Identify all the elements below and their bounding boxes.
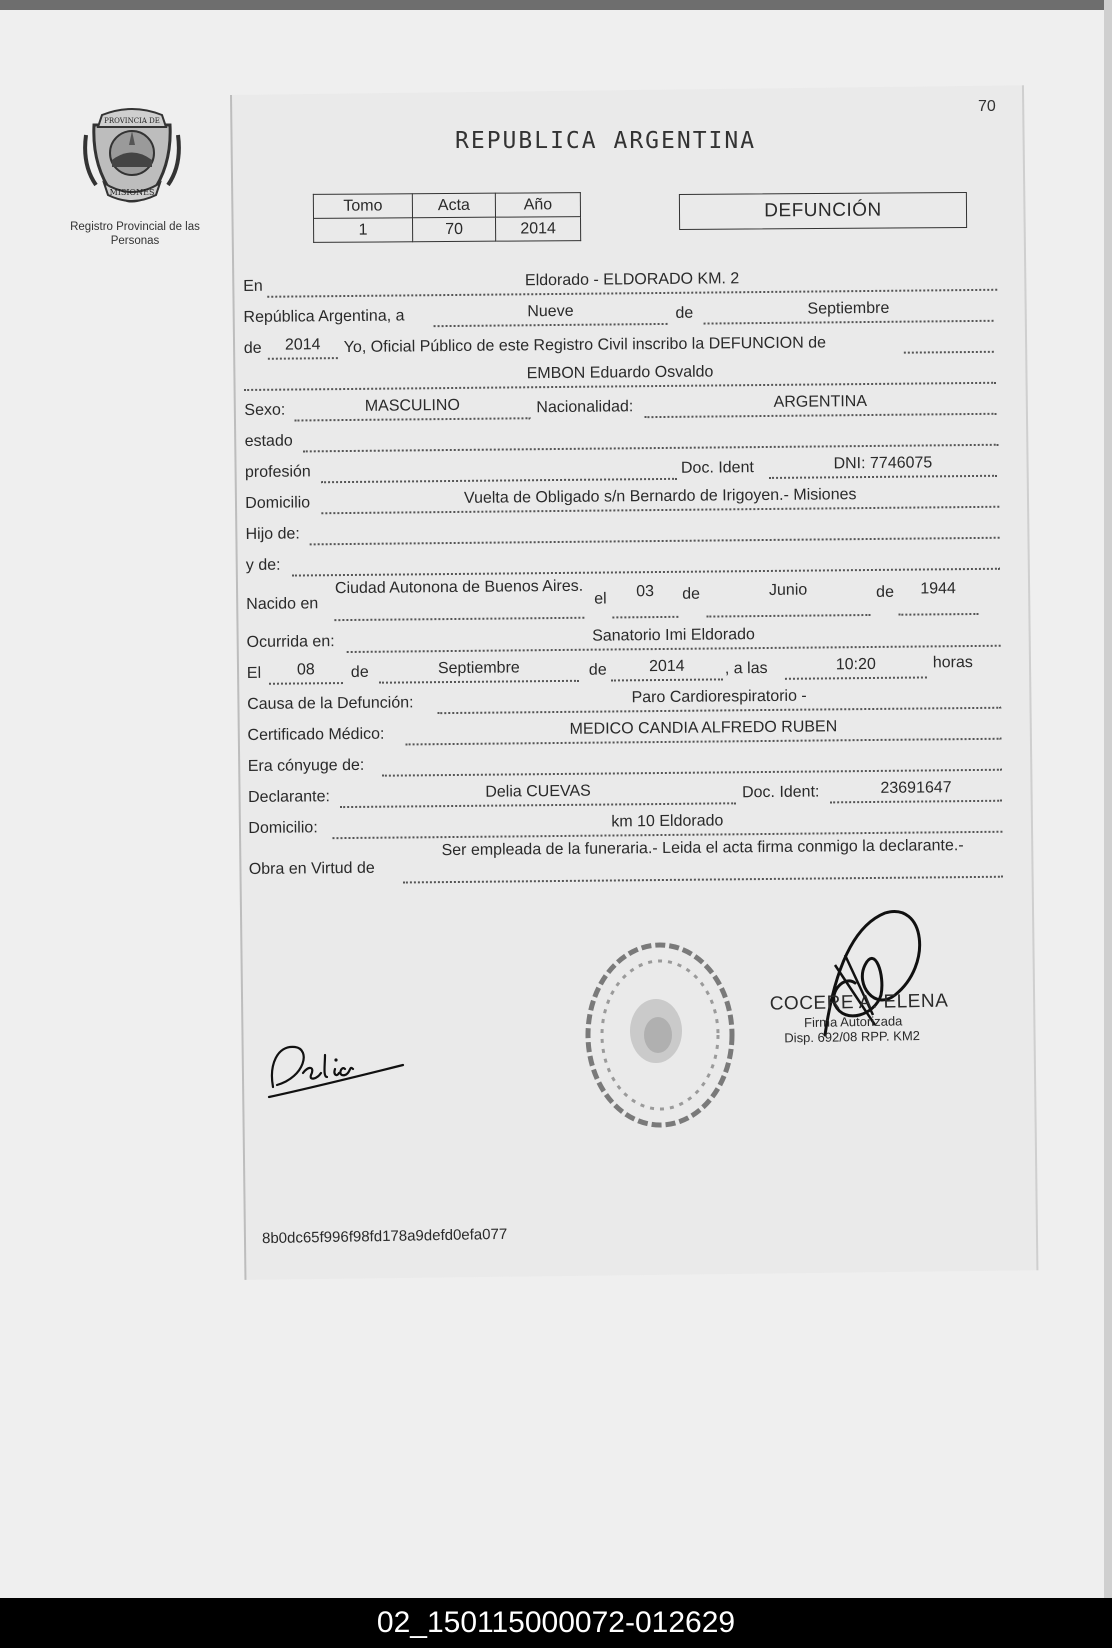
day-field: Nueve [433,301,667,327]
certificate-field: MEDICO CANDIA ALFREDO RUBEN [405,716,1001,746]
sheet-number: 70 [978,98,996,115]
document-type-box: DEFUNCIÓN [679,192,967,230]
basis-label: Obra en Virtud de [248,859,375,878]
spouse-label: Era cónyuge de: [247,756,365,775]
sex-label: Sexo: [244,401,286,419]
year-field: 2014 [268,335,338,360]
declarant-doc-label: Doc. Ident: [741,783,820,802]
official-name: COCERE A. ELENA [769,990,949,1015]
declarant-label: Declarante: [248,788,330,806]
tomo-value: 1 [314,218,413,243]
month-field: Septiembre [703,298,993,325]
father-label: Hijo de: [245,525,300,543]
basis-row [249,834,1014,885]
time-label: , a las [724,659,768,678]
profession-label: profesión [244,463,311,481]
born-place-field: Ciudad Autonona de Buenos Aires. [334,577,584,621]
de-label: de [675,304,694,322]
hours-label: horas [932,654,973,672]
nationality-label: Nacionalidad: [536,398,634,417]
nationality-field: ARGENTINA [644,391,996,418]
official-disposition: Disp. 692/08 RPP. KM2 [784,1028,921,1046]
civil-status-label: estado [244,432,293,450]
doc-label: Doc. Ident [680,459,754,477]
declarant-address-field: km 10 Eldorado [332,809,1002,839]
registry-label: Registro Provincial de las Personas [70,221,200,247]
death-month-field: Septiembre [379,658,579,684]
death-de2-label: de [588,661,607,679]
scan-right-edge [1104,0,1112,1598]
born-de2-label: de [876,583,895,601]
scan-top-edge [0,0,1112,10]
certificate-label: Certificado Médico: [247,725,385,744]
declarant-signature [265,1025,405,1105]
born-day-field: 03 [612,584,678,619]
scan-id-footer: 02_150115000072-012629 [0,1598,1112,1648]
statement-continuation-field [904,329,994,354]
document-hash: 8b0dc65f996f98fd178a9defd0efa077 [261,1225,508,1248]
ano-value: 2014 [495,217,580,242]
occurred-label: Ocurrida en: [246,633,335,651]
document-title: REPUBLICA ARGENTINA [455,128,757,154]
official-block [770,990,961,1045]
born-de-label: de [682,585,701,603]
official-seal-stamp [580,935,740,1135]
birth-row [246,571,1011,622]
tomo-header: Tomo [313,194,412,219]
death-el-label: El [246,664,262,682]
mother-label: y de: [245,556,281,574]
cause-label: Causa de la Defunción: [247,694,414,713]
deceased-name-field: EMBON Eduardo Osvaldo [244,360,996,391]
reference-value-row [314,217,581,243]
reference-header-row [313,193,580,219]
svg-text:PROVINCIA DE: PROVINCIA DE [104,117,160,125]
year-label: de [243,339,262,357]
address-label: Domicilio [245,494,311,512]
place-field: Eldorado - ELDORADO KM. 2 [267,267,997,298]
svg-text:MISIONES: MISIONES [109,188,155,197]
declarant-doc-field: 23691647 [830,778,1002,804]
declarant-field: Delia CUEVAS [340,780,736,808]
death-de-label: de [350,663,369,681]
provincial-emblem-icon [82,105,182,210]
born-el-label: el [594,590,607,608]
sex-field: MASCULINO [294,395,530,421]
occurred-field: Sanatorio Imi Eldorado [346,623,1000,653]
born-year-field: 1944 [898,581,978,616]
address-field: Vuelta de Obligado s/n Bernardo de Irigoyen.- Misiones [321,484,999,515]
born-month-field: Junio [706,582,870,618]
doc-field: DNI: 7746075 [769,453,997,479]
official-role: Firma Autorizada [803,1013,903,1031]
reference-table [313,192,581,243]
country-label: República Argentina, a [243,307,405,326]
profession-field [321,456,677,483]
basis-field: Ser empleada de la funeraria.- Leida el acta firma conmigo la declarante.- [403,836,1003,884]
death-day-field: 08 [269,660,343,685]
death-year-field: 2014 [611,656,723,681]
time-field: 10:20 [785,654,927,679]
statement-text: Yo, Oficial Público de este Registro Civil inscribo la DEFUNCION de [343,334,827,357]
place-label: En [243,277,263,295]
cause-field: Paro Cardiorespiratorio - [437,685,1001,714]
born-label: Nacido en [246,595,319,613]
ano-header: Año [495,193,580,218]
acta-header: Acta [412,193,495,218]
acta-value: 70 [413,217,496,242]
declarant-address-label: Domicilio: [248,819,318,837]
